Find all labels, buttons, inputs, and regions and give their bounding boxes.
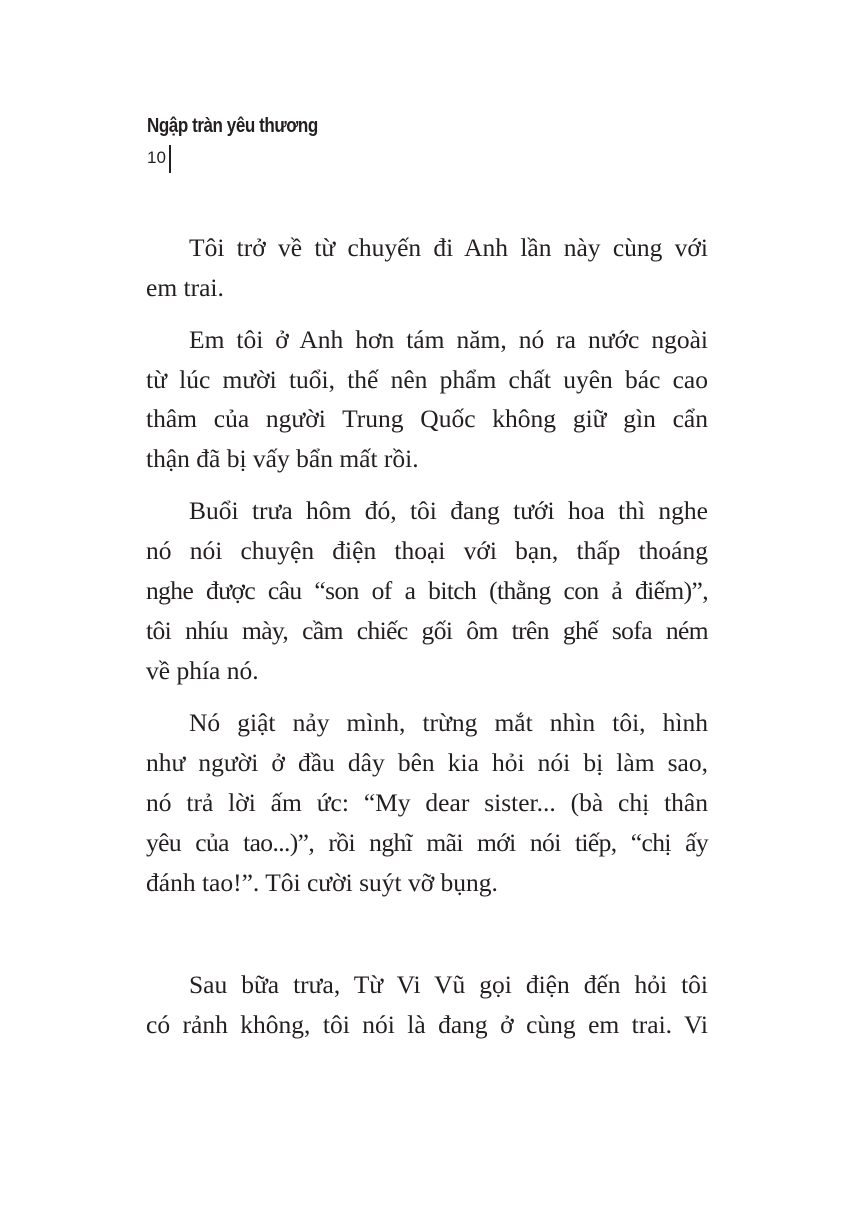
text-line: nó nói chuyện điện thoại với bạn, thấp thoáng: [146, 536, 708, 565]
text-line: yêu của tao...)”, rồi nghĩ mãi mới nói tiếp, “chị ấy: [146, 828, 708, 857]
page-number-divider: [169, 145, 171, 173]
text-line: em trai.: [146, 273, 224, 302]
text-line: Em tôi ở Anh hơn tám năm, nó ra nước ngoài: [189, 325, 708, 354]
running-header-title: Ngập tràn yêu thương: [147, 115, 318, 137]
text-line: nó trả lời ấm ức: “My dear sister... (bà chị thân: [146, 788, 708, 817]
text-line: thận đã bị vấy bẩn mất rồi.: [146, 444, 419, 473]
text-line: thâm của người Trung Quốc không giữ gìn cẩn: [146, 404, 708, 433]
text-line: Buổi trưa hôm đó, tôi đang tưới hoa thì nghe: [189, 496, 708, 525]
text-line: có rảnh không, tôi nói là đang ở cùng em trai. Vi: [146, 1010, 708, 1039]
text-line: như người ở đầu dây bên kia hỏi nói bị làm sao,: [146, 748, 708, 777]
text-line: nghe được câu “son of a bitch (thằng con ả điếm)”,: [146, 576, 708, 605]
text-line: Sau bữa trưa, Từ Vi Vũ gọi điện đến hỏi tôi: [189, 970, 708, 999]
text-line: đánh tao!”. Tôi cười suýt vỡ bụng.: [146, 868, 498, 897]
text-line: Tôi trở về từ chuyến đi Anh lần này cùng với: [189, 233, 708, 262]
text-line: về phía nó.: [146, 656, 259, 685]
text-line: từ lúc mười tuổi, thế nên phẩm chất uyên bác cao: [146, 365, 708, 394]
text-line: Nó giật nảy mình, trừng mắt nhìn tôi, hình: [189, 708, 708, 737]
page-number: 10: [147, 148, 166, 167]
text-line: tôi nhíu mày, cầm chiếc gối ôm trên ghế sofa ném: [146, 616, 708, 645]
